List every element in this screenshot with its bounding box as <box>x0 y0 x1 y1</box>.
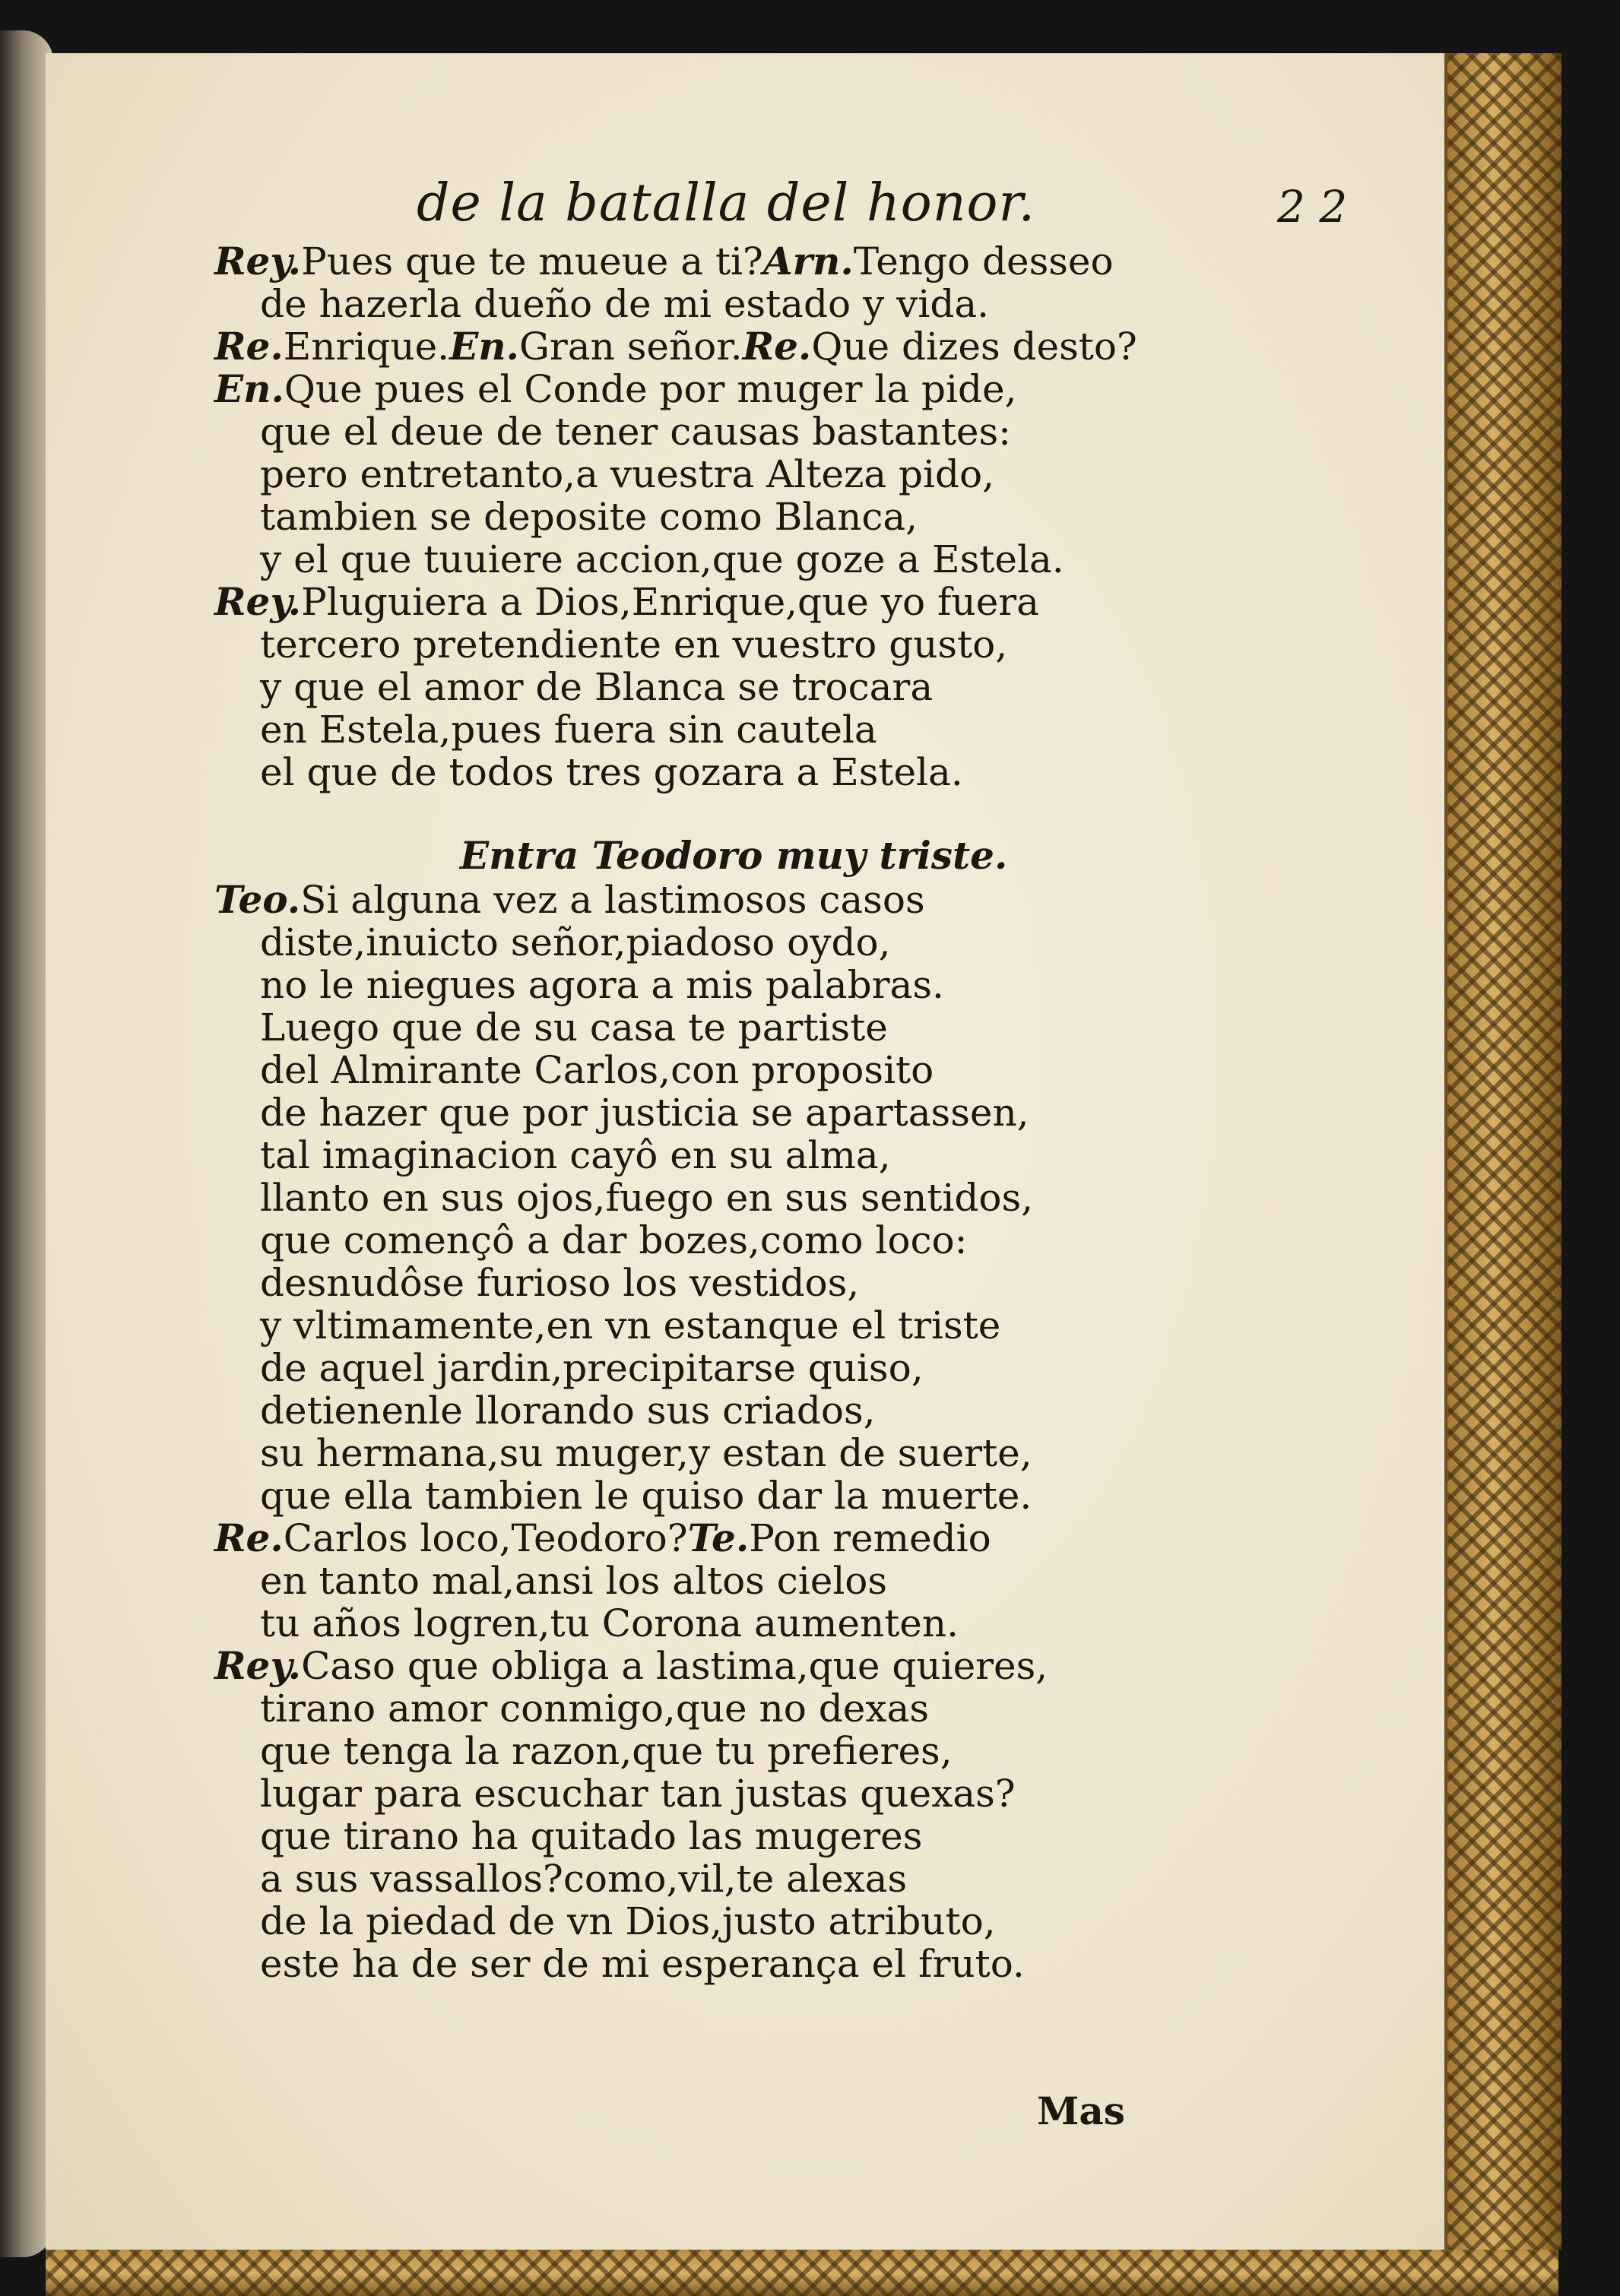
verse-line: este ha de ser de mi esperança el fruto. <box>260 1942 1025 1986</box>
speaker-label: Rey. <box>214 239 302 283</box>
verse-line: en Estela,pues fuera sin cautela <box>260 708 877 752</box>
speaker-label: Teo. <box>214 877 301 922</box>
speaker-label: Re. <box>214 1515 284 1560</box>
speaker-label: Rey. <box>214 579 302 624</box>
verse-line: que tenga la razon,que tu prefieres, <box>260 1729 953 1773</box>
speaker-label: Te. <box>687 1515 750 1560</box>
verse-line: Rey.Caso que obliga a lastima,que quieres, <box>214 1643 1048 1688</box>
verse-line: del Almirante Carlos,con proposito <box>260 1048 934 1092</box>
verse-line: que ella tambien le quiso dar la muerte. <box>260 1474 1032 1518</box>
verse-line: pero entretanto,a vuestra Alteza pido, <box>260 452 994 496</box>
verse-line: y vltimamente,en vn estanque el triste <box>260 1303 1001 1348</box>
speaker-label: Re. <box>214 324 284 369</box>
verse-line: Re.Enrique.En.Gran señor.Re.Que dizes desto? <box>214 324 1137 369</box>
verse-line: tal imaginacion cayô en su alma, <box>260 1133 891 1177</box>
verse-line: diste,inuicto señor,piadoso oydo, <box>260 920 891 964</box>
verse-line: Rey.Pluguiera a Dios,Enrique,que yo fuera <box>214 579 1039 624</box>
verse-line: Rey.Pues que te mueue a ti?Arn.Tengo desseo <box>214 239 1114 283</box>
verse-line: el que de todos tres gozara a Estela. <box>260 750 963 794</box>
verse-line: Re.Carlos loco,Teodoro?Te.Pon remedio <box>214 1515 991 1560</box>
catchword: Mas <box>1037 2089 1125 2133</box>
verse-line: a sus vassallos?como,vil,te alexas <box>260 1857 908 1901</box>
verse-line: tercero pretendiente en vuestro gusto, <box>260 622 1008 667</box>
folio-number: 2 2 <box>1277 181 1348 233</box>
gilt-bottom-edge <box>46 2250 1558 2296</box>
verse-line: tambien se deposite como Blanca, <box>260 495 918 539</box>
verse-line: y que el amor de Blanca se trocara <box>260 665 934 709</box>
verse-line: En.Que pues el Conde por muger la pide, <box>214 366 1017 411</box>
verse-line: de hazerla dueño de mi estado y vida. <box>260 282 990 326</box>
verse-line: desnudôse furioso los vestidos, <box>260 1261 860 1305</box>
verse-line: Luego que de su casa te partiste <box>260 1005 888 1050</box>
verse-line: llanto en sus ojos,fuego en sus sentidos, <box>260 1176 1034 1220</box>
speaker-label: En. <box>449 324 519 369</box>
verse-line: tirano amor conmigo,que no dexas <box>260 1686 929 1731</box>
verse-line: no le niegues agora a mis palabras. <box>260 963 944 1007</box>
verse-line: de la piedad de vn Dios,justo atributo, <box>260 1899 996 1943</box>
verse-line: su hermana,su muger,y estan de suerte, <box>260 1431 1032 1475</box>
verse-line: Teo.Si alguna vez a lastimosos casos <box>214 877 925 922</box>
verse-line: lugar para escuchar tan justas quexas? <box>260 1772 1016 1816</box>
stage-direction: Entra Teodoro muy triste. <box>460 833 1008 878</box>
verse-line: que començô a dar bozes,como loco: <box>260 1218 968 1262</box>
running-header: de la batalla del honor. <box>417 173 1036 233</box>
speaker-label: En. <box>214 366 284 411</box>
speaker-label: Rey. <box>214 1643 302 1688</box>
verse-line: de hazer que por justicia se apartassen, <box>260 1091 1029 1135</box>
verse-line: de aquel jardin,precipitarse quiso, <box>260 1346 924 1390</box>
verse-line: en tanto mal,ansi los altos cielos <box>260 1559 888 1603</box>
speaker-label: Re. <box>742 324 812 369</box>
verse-line: que tirano ha quitado las mugeres <box>260 1814 923 1858</box>
verse-line: y el que tuuiere accion,que goze a Estela. <box>260 537 1064 581</box>
speaker-label: Arn. <box>762 239 854 283</box>
verse-line: tu años logren,tu Corona aumenten. <box>260 1601 959 1645</box>
verse-line: que el deue de tener causas bastantes: <box>260 410 1012 454</box>
gilt-fore-edge <box>1444 53 1561 2250</box>
verse-line: detienenle llorando sus criados, <box>260 1389 876 1433</box>
